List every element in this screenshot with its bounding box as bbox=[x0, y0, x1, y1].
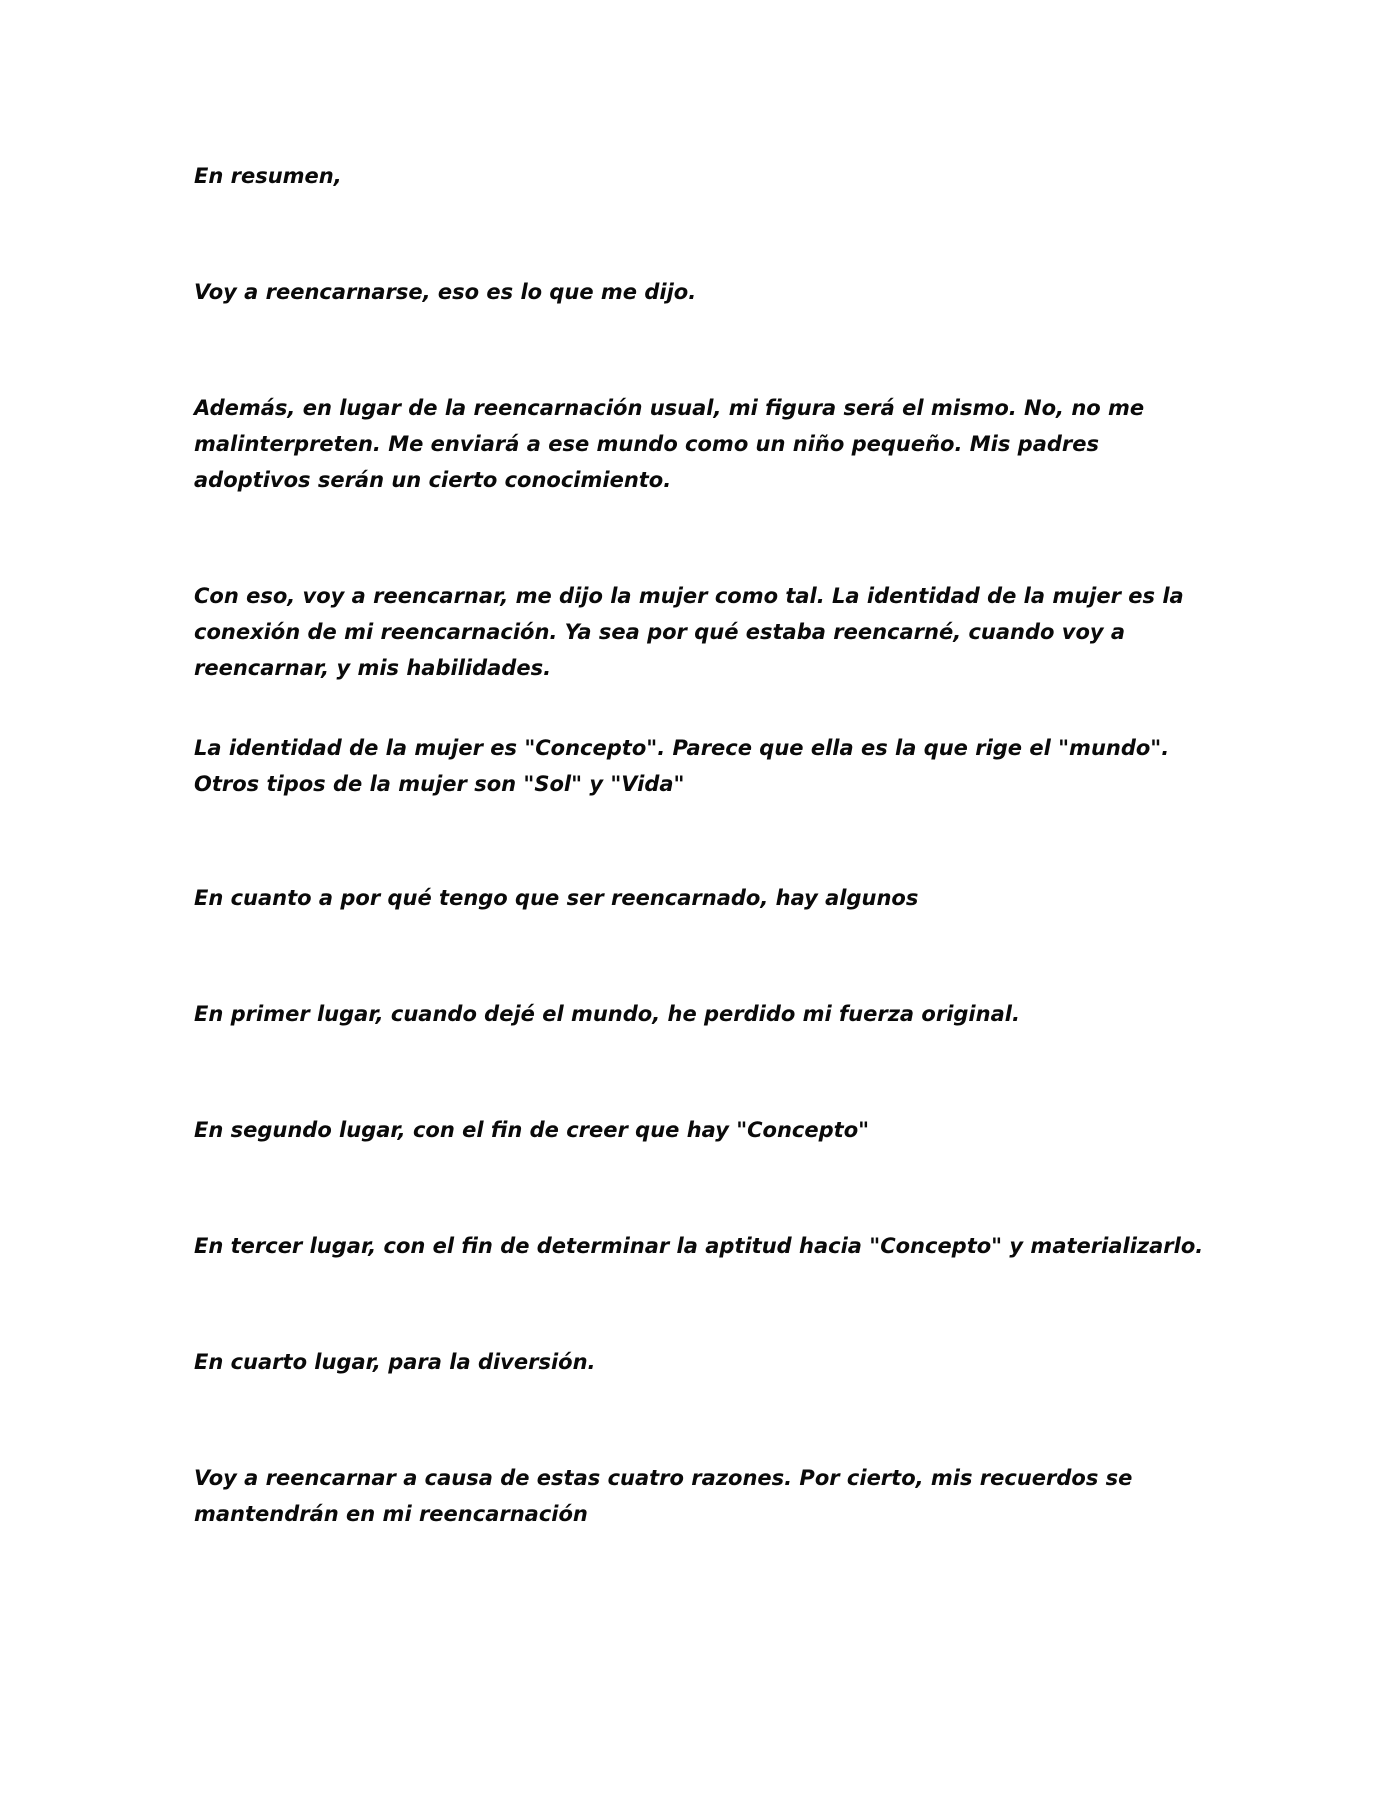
paragraph-4: Con eso, voy a reencarnar, me dijo la mujer como tal. La identidad de la mujer es la conexión de mi reencarnación. Ya sea por qué estaba reencarné, cuando voy a reencarnar, y mis habilidades. bbox=[194, 584, 1184, 680]
paragraph-3: Además, en lugar de la reencarnación usual, mi figura será el mismo. No, no me malinterpreten. Me enviará a ese mundo como un niño pequeño. Mis padres adoptivos serán un cierto conocimiento. bbox=[194, 396, 1145, 492]
paragraph-8: En segundo lugar, con el fin de creer que hay "Concepto" bbox=[194, 1118, 870, 1142]
paragraph-9: En tercer lugar, con el fin de determinar la aptitud hacia "Concepto" y materializarlo. bbox=[194, 1234, 1204, 1258]
paragraph-10: En cuarto lugar, para la diversión. bbox=[194, 1350, 596, 1374]
paragraph-6: En cuanto a por qué tengo que ser reencarnado, hay algunos bbox=[194, 886, 919, 910]
paragraph-11: Voy a reencarnar a causa de estas cuatro razones. Por cierto, mis recuerdos se mantendrán en mi reencarnación bbox=[194, 1466, 1133, 1526]
paragraph-2: Voy a reencarnarse, eso es lo que me dijo. bbox=[194, 280, 697, 304]
paragraph-5: La identidad de la mujer es "Concepto". Parece que ella es la que rige el "mundo". Otros tipos de la mujer son "Sol" y "Vida" bbox=[194, 736, 1170, 796]
paragraph-7: En primer lugar, cuando dejé el mundo, he perdido mi fuerza original. bbox=[194, 1002, 1020, 1026]
paragraph-1: En resumen, bbox=[194, 164, 342, 188]
